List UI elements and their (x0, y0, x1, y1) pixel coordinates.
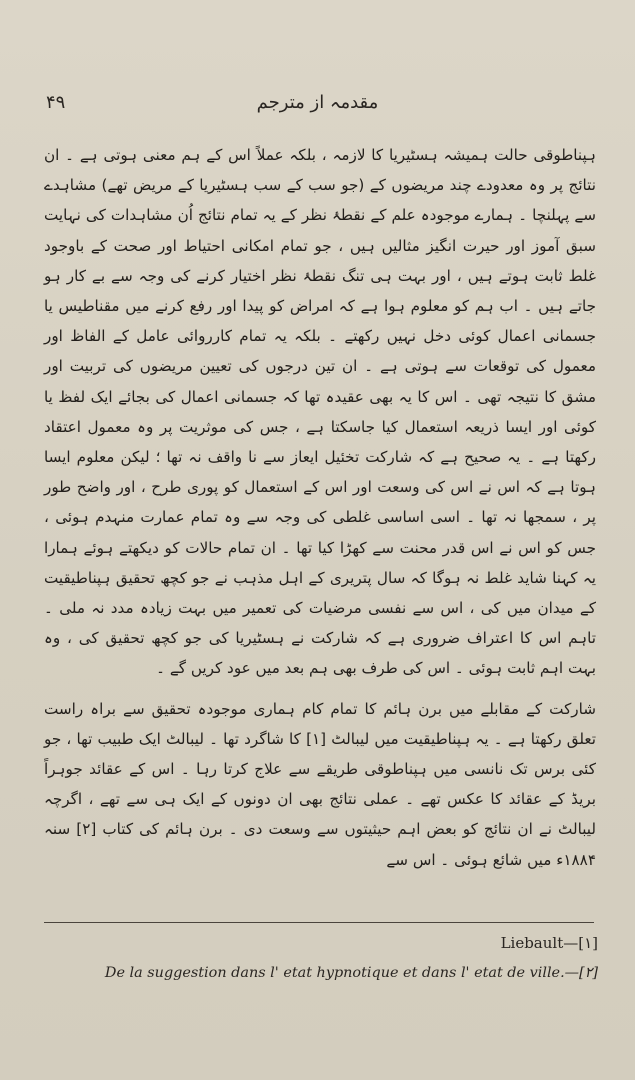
paragraph-2: شارکت کے مقابلے میں برن ہائم کا تمام کام ہماری موجودہ تحقیق سے براہ راست تعلق رکھتا ہے ۔ یہ ہپناطیقیت میں لیبالٹ [۱] کا شاگرد تھا ۔ لیبالٹ ایک طبیب تھا ، جو کئی برس تک نانسی میں ہپناطوقی طریقے سے علاج کرتا رہا ۔ اس کے عقائد جوہراً بریڈ کے عقائد کا عکس تھے ۔ عملی نتائج بھی ان دونوں کے ایک ہی سے تھے ، اگرچہ لیبالٹ نے ان نتائج کو بعض اہم حیثیتوں سے وسعت دی ۔ برن ہائم کی کتاب [۲] سنہ ۱۸۸۴ء میں شائع ہوئی ۔ اس سے (44, 699, 596, 869)
footnote-separator (44, 922, 594, 923)
page-number: ۴۹ (46, 92, 66, 113)
body-text (44, 140, 596, 875)
running-title: مقدمہ از مترجم (256, 92, 379, 113)
footnotes (44, 928, 598, 988)
paragraph-1: ہپناطوقی حالت ہمیشہ ہسٹیریا کا لازمہ ، بلکہ عملاً اس کے ہم معنی ہوتی ہے ۔ ان نتائج پر وہ معدودے چند مریضوں کے (جو سب کے سب ہسٹیریا کے مریض تھے) مشاہدے سے پہلنچا ۔ ہمارے موجودہ علم کے نقطۂ نظر کے یہ تمام نتائج اُن مشاہدات کی نہایت سبق آموز اور حیرت انگیز مثالیں ہیں ، جو تمام امکانی احتیاط اور صحت کے باوجود غلط ثابت ہوتے ہیں ، اور بہت ہی تنگ نقطۂ نظر اختیار کرنے کی وجہ سے بے کار ہو جاتے ہیں ۔ اب ہم کو معلوم ہوا ہے کہ امراض کو پیدا اور رفع کرنے میں مقناطیس یا جسمانی اعمال کوئی دخل نہیں رکھتے ۔ بلکہ یہ تمام کارروائی عامل کے الفاظ اور معمول کی توقعات سے ہوتی ہے ۔ ان تین درجوں کی تعیین مریضوں کی تربیت اور مشق کا نتیجہ تھی ۔ اس کا یہ بھی عقیدہ تھا کہ جسمانی اعمال کی بجائے ایک لفظ یا کوئی اور ایسا ذریعہ استعمال کیا جاسکتا ہے ، جس کی موثریت پر وہ معمول اعتقاد رکھتا ہے ۔ یہ صحیح ہے کہ شارکت تخئیل ایعاز سے نا واقف نہ تھا ؛ لیکن معلوم ایسا ہوتا ہے کہ اس نے اس کی وسعت اور اس کے استعمال کو پوری طرح ، اور واضح طور پر ، سمجھا نہ تھا ۔ اسی اساسی غلطی کی وجہ سے وہ تمام عمارت منہدم ہوئی ، جس کو اس نے اس قدر محنت سے کھڑا کیا تھا ۔ ان تمام حالات کو دیکھتے ہوئے ہمارا یہ کہنا شاید غلط نہ ہوگا کہ سال پتریری کے اہل مذہب نے جو کچھ تحقیق ہپناطیقیت کے میدان میں کی ، اس سے نفسی مرضیات کی تعمیر میں بہت زیادہ مدد نہ ملی ۔ تاہم اس کا اعتراف ضروری ہے کہ شارکت نے ہسٹیریا کی جو کچھ تحقیق کی ، وہ بہت اہم ثابت ہوئی ۔ اس کی طرف بھی ہم بعد میں عود کریں گے ۔ (44, 146, 596, 678)
footnote-2: De la suggestion dans l' etat hypnotique et dans l' etat de ville.—[۲] (104, 965, 598, 981)
page-header (0, 92, 635, 116)
footnote-1: Liebault—[۱] (500, 934, 598, 952)
